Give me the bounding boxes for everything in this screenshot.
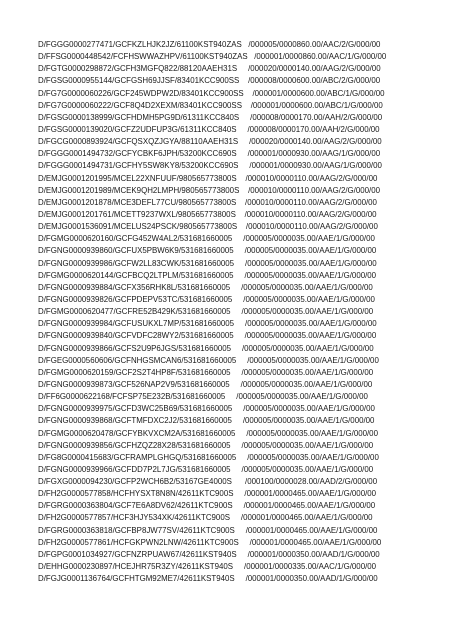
- record-line: D/FGRG0000363804/GCF7E6A8DV62/42611KTC900S /000001/0000465.00/AAE/1/G/000/00: [38, 501, 376, 511]
- record-line: D/FGRG0000363818/GCFBP8JW77SV/42611KTC900S /000001/0000465.00/AAE/1/G/000/00: [38, 525, 378, 535]
- record-line: D/FG7G0000060222/GCF8Q4D2XEXM/83401KCC900SS /000001/0000600.00/ABC/1/G/000/00: [38, 100, 383, 110]
- record-line: D/FFSG0000448542/FCFHSWWAZHPV/61100KST940ZAS /000001/0000860.00/AAC/1/G/000/00: [38, 52, 387, 62]
- record-line: D/FGMG0000620477/GCFRE52B429K/531681660005 /000005/0000035.00/AAE/1/G/000/00: [38, 307, 374, 317]
- record-line: D/FH2G0000577861/HCFGKPWN2LNW/42611KTC900S /000001/0000465.00/AAE/1/G/000/00: [38, 537, 382, 547]
- record-line: D/FG7G0000060226/GCF245WDPW2D/83401KCC900SS /000001/0000600.00/ABC/1/G/000/00: [38, 88, 385, 98]
- record-line: D/EMJG0001201878/MCE3DEFL77CU/980565773800S /000010/0000110.00/AAG/2/G/000/00: [38, 197, 377, 207]
- record-line: D/FGXG0000094230/GCFP2WCH6B2/53167GE4000S /000100/0000028.00/AAD/2/G/000/00: [38, 477, 378, 487]
- record-line: D/FGMG0000620478/GCFYBKVXCM2A/531681660005 /000005/0000035.00/AAE/1/G/000/00: [38, 428, 378, 438]
- record-line: D/FGMG0000620159/GCF2S2T4HP8F/531681660005 /000005/0000035.00/AAE/1/G/000/00: [38, 367, 374, 377]
- record-line: D/FGNG0000939873/GCF526NAP2V9/531681660005 /000005/0000035.00/AAE/1/G/000/00: [38, 379, 373, 389]
- record-line: D/FGGG0001494732/GCFYCBKF6JPH/53200KCC690S /000001/0000930.00/AAG/1/G/000/00: [38, 149, 381, 159]
- record-line: D/EMJG0001201989/MCEK9QH2LMPH/980565773800S /000010/0000110.00/AAG/2/G/000/00: [38, 185, 381, 195]
- record-line: D/FH2G0000577857/HCF3HJY534XK/42611KTC900S /000001/0000465.00/AAE/1/G/000/00: [38, 513, 373, 523]
- record-line: D/FGMG0000620160/GCFG452W4AL2/531681660005 /000005/0000035.00/AAE/1/G/000/00: [38, 234, 375, 244]
- record-line: D/FGMG0000620144/GCFBCQ2LTPLM/531681660005 /000005/0000035.00/AAE/1/G/000/00: [38, 270, 377, 280]
- record-line: D/FGSG0000138999/GCFHDMH5PG9D/61311KCC840S /000008/0000170.00/AAH/2/G/000/00: [38, 112, 383, 122]
- record-line: D/FGCG0000893924/GCFQSXQZJGYA/88110AAEH31S /000020/0000140.00/AAG/2/G/000/00: [38, 137, 382, 147]
- record-line: D/FGNG0000939975/GCFD3WC25B69/531681660005 /000005/0000035.00/AAE/1/G/000/00: [38, 404, 375, 414]
- record-line: D/FGSG0000139020/GCFZ2UDFUP3G/61311KCC840S /000008/0000170.00/AAH/2/G/000/00: [38, 124, 380, 134]
- record-line: D/FGNG0000939868/GCFTMFDXC2J2/531681660005 /000005/0000035.00/AAE/1/G/000/00: [38, 416, 375, 426]
- record-line: D/FGEG0000560606/GCFNHGSMCAN6/531681660005 /000005/0000035.00/AAE/1/G/000/00: [38, 355, 379, 365]
- record-line: D/FGNG0000939856/GCFHZQZ28X28/531681660005 /000005/0000035.00/AAE/1/G/000/00: [38, 440, 374, 450]
- record-line: D/FGNG0000939826/GCFPDEPV53TC/531681660005 /000005/0000035.00/AAE/1/G/000/00: [38, 294, 375, 304]
- record-line: D/FGTG0000298872/GCFH3MGFQ822/88120AAEH31S /000020/0000140.00/AAG/2/G/000/00: [38, 64, 381, 74]
- record-line: D/FF6G0000622168/FCFSP75E232B/531681660005 /000005/0000035.00/AAE/1/G/000/00: [38, 392, 368, 402]
- record-line: D/FG8G0000415683/GCFRAMPLGHGQ/531681660005 /000005/0000035.00/AAE/1/G/000/00: [38, 452, 379, 462]
- record-line: D/FGPG0001034927/GCFNZRPUAW67/42611KST940S /000001/0000350.00/AAD/1/G/000/00: [38, 549, 380, 559]
- record-line: D/FGNG0000939986/GCFW2LL83CWK/531681660005 /000005/0000035.00/AAE/1/G/000/00: [38, 258, 377, 268]
- record-line: D/FGGG0000277471/GCFKZLHJK2JZ/61100KST940ZAS /000005/0000860.00/AAC/2/G/000/00: [38, 40, 381, 49]
- record-line: D/FGSG0000955144/GCFGSH69JJSF/83401KCC900SS /000008/0000600.00/ABC/2/G/000/00: [38, 76, 381, 86]
- record-line: D/FGNG0000939860/GCFUX5PBW6K9/531681660005 /000005/0000035.00/AAE/1/G/000/00: [38, 246, 377, 256]
- record-line: D/FGNG0000939984/GCFUSUKXL7MP/531681660005 /000005/0000035.00/AAE/1/G/000/00: [38, 319, 377, 329]
- record-line: D/EHHG0000230897/HCEJHR75R3ZY/42611KST940S /000001/0000335.00/AAC/1/G/000/00: [38, 562, 377, 572]
- record-line: D/EMJG0001201995/MCEL22XNFUUF/980565773800S /000010/0000110.00/AAG/2/G/000/00: [38, 173, 378, 183]
- record-line: D/EMJG0001201761/MCETT9237WXL/980565773800S /000010/0000110.00/AAG/2/G/000/00: [38, 209, 377, 219]
- record-line: D/FGNG0000939866/GCFS2U9P6JGS/531681660005 /000005/0000035.00/AAE/1/G/000/00: [38, 343, 374, 353]
- record-line: D/FGNG0000939840/GCFVDFC28WY2/531681660005 /000005/0000035.00/AAE/1/G/000/00: [38, 331, 377, 341]
- record-line: D/FGJG0001136764/GCFHTGM92ME7/42611KST940S /000001/0000350.00/AAD/1/G/000/00: [38, 574, 378, 584]
- record-line: D/FGNG0000939884/GCFX356RHK8L/531681660005 /000005/0000035.00/AAE/1/G/000/00: [38, 282, 373, 292]
- record-line: D/FGGG0001494731/GCFHY5SW8KY8/53200KCC690S /000001/0000930.00/AAG/1/G/000/00: [38, 161, 382, 171]
- record-line: D/EMJG0001536091/MCELUS24PSCK/980565773800S /000010/0000110.00/AAG/2/G/000/00: [38, 222, 378, 232]
- record-line: D/FH2G0000577858/HCFHYSXT8N8N/42611KTC900S /000001/0000465.00/AAE/1/G/000/00: [38, 489, 377, 499]
- record-list: [38, 39, 386, 585]
- record-line: D/FGNG0000939966/GCFDD7P2L7JG/531681660005 /000005/0000035.00/AAE/1/G/000/00: [38, 464, 374, 474]
